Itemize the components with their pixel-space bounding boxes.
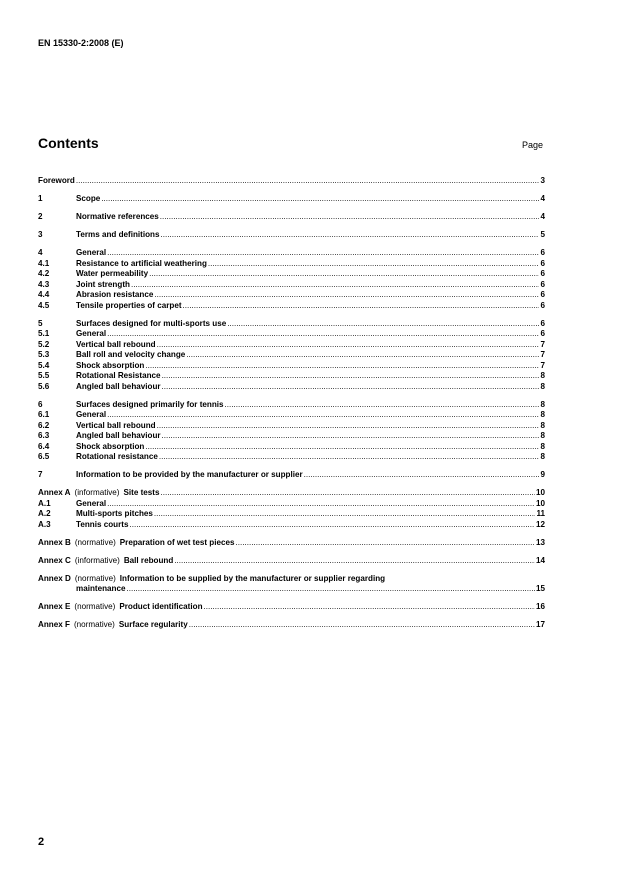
toc-page: 12 bbox=[535, 519, 545, 529]
toc-number: Annex C bbox=[38, 555, 71, 565]
toc-number: 4.3 bbox=[38, 279, 50, 289]
toc-title: Preparation of wet test pieces bbox=[119, 537, 235, 547]
toc-entry[interactable] bbox=[38, 488, 545, 499]
toc-page: 6 bbox=[540, 248, 545, 257]
toc-entry[interactable] bbox=[38, 361, 545, 372]
toc-page: 6 bbox=[540, 300, 545, 310]
toc-number: 3 bbox=[38, 230, 43, 239]
toc-page: 14 bbox=[535, 555, 545, 565]
toc-annex-type: (informative) bbox=[74, 488, 120, 497]
toc-annex-type: (normative) bbox=[74, 537, 116, 547]
toc-leader bbox=[107, 410, 539, 421]
toc-leader bbox=[107, 329, 539, 340]
toc-title: Rotational resistance bbox=[76, 452, 158, 461]
toc-page: 6 bbox=[540, 329, 545, 338]
toc-title: General bbox=[76, 248, 107, 257]
toc-page: 6 bbox=[540, 290, 545, 299]
toc-entry[interactable] bbox=[38, 248, 545, 259]
toc-title: Vertical ball rebound bbox=[76, 339, 156, 349]
toc-leader bbox=[159, 452, 540, 463]
toc-entry[interactable] bbox=[38, 520, 545, 531]
toc-page: 8 bbox=[540, 381, 545, 391]
toc-leader bbox=[186, 350, 539, 361]
toc-title: Normative references bbox=[76, 212, 159, 221]
toc-entry[interactable] bbox=[38, 509, 545, 520]
toc-page: 8 bbox=[540, 410, 545, 419]
toc-entry[interactable] bbox=[38, 212, 545, 223]
toc-page: 11 bbox=[536, 509, 545, 518]
page-column-label: Page bbox=[522, 140, 544, 150]
toc-title: Terms and definitions bbox=[76, 230, 160, 239]
toc-title: Shock absorption bbox=[76, 441, 145, 451]
toc-leader bbox=[129, 520, 535, 531]
toc-leader bbox=[154, 290, 539, 301]
toc-title: Shock absorption bbox=[76, 360, 145, 370]
toc-title: Foreword bbox=[38, 176, 75, 185]
toc-entry[interactable] bbox=[38, 194, 545, 205]
toc-number: 6.4 bbox=[38, 441, 50, 451]
toc-entry[interactable] bbox=[38, 499, 545, 510]
toc-page: 5 bbox=[540, 230, 545, 239]
toc-title: Scope bbox=[76, 194, 101, 203]
toc-entry[interactable] bbox=[38, 329, 545, 340]
toc-entry[interactable] bbox=[38, 470, 545, 481]
toc-entry[interactable] bbox=[38, 176, 545, 187]
toc-title: Product identification bbox=[119, 602, 203, 611]
toc-entry[interactable] bbox=[38, 230, 545, 241]
toc-number: 5.1 bbox=[38, 329, 50, 338]
toc-number: 6.3 bbox=[38, 431, 50, 440]
toc-leader bbox=[183, 301, 540, 312]
toc-number: 4.2 bbox=[38, 269, 50, 278]
toc-leader bbox=[76, 176, 540, 187]
page-title: Contents bbox=[38, 135, 99, 151]
toc-page: 13 bbox=[535, 537, 545, 547]
toc-page: 3 bbox=[540, 176, 545, 185]
toc-number: 6.2 bbox=[38, 420, 50, 430]
toc-number: 5 bbox=[38, 318, 43, 328]
toc-entry[interactable] bbox=[38, 620, 545, 631]
toc-number: Annex E bbox=[38, 602, 71, 611]
toc-page: 16 bbox=[535, 602, 545, 611]
table-of-contents bbox=[38, 176, 545, 631]
toc-entry[interactable] bbox=[38, 269, 545, 280]
toc-page: 6 bbox=[540, 279, 545, 289]
toc-page: 7 bbox=[540, 350, 545, 359]
toc-leader bbox=[131, 280, 540, 291]
toc-entry[interactable] bbox=[38, 410, 545, 421]
toc-number: Annex B bbox=[38, 537, 71, 547]
toc-leader bbox=[107, 248, 539, 259]
toc-number: 4 bbox=[38, 248, 43, 257]
toc-title: General bbox=[76, 410, 107, 419]
toc-title: Abrasion resistance bbox=[76, 290, 154, 299]
toc-page: 8 bbox=[540, 452, 545, 461]
toc-title: Tensile properties of carpet bbox=[76, 300, 182, 310]
toc-number: 4.5 bbox=[38, 300, 50, 310]
toc-number: 4.4 bbox=[38, 290, 50, 299]
toc-number: 2 bbox=[38, 212, 43, 221]
toc-leader bbox=[235, 538, 535, 549]
toc-annex-type: (normative) bbox=[74, 573, 116, 583]
toc-title: Resistance to artificial weathering bbox=[76, 258, 207, 268]
toc-title: Water permeability bbox=[76, 269, 149, 278]
toc-number: Annex D bbox=[38, 573, 71, 583]
toc-leader bbox=[304, 470, 540, 481]
toc-title: Multi-sports pitches bbox=[76, 509, 153, 518]
toc-leader bbox=[154, 509, 536, 520]
toc-leader bbox=[145, 442, 539, 453]
toc-number: A.2 bbox=[38, 509, 51, 518]
toc-number: 5.3 bbox=[38, 350, 50, 359]
toc-leader bbox=[208, 259, 540, 270]
toc-title: General bbox=[76, 329, 107, 338]
toc-entry[interactable] bbox=[38, 431, 545, 442]
toc-leader bbox=[189, 620, 535, 631]
toc-entry[interactable] bbox=[38, 400, 545, 411]
toc-number: 6 bbox=[38, 399, 43, 409]
toc-entry[interactable] bbox=[38, 371, 545, 382]
toc-page: 6 bbox=[540, 258, 545, 268]
toc-title: Site tests bbox=[123, 488, 160, 497]
toc-leader bbox=[174, 556, 535, 567]
toc-page: 7 bbox=[540, 360, 545, 370]
toc-title: Angled ball behaviour bbox=[76, 381, 161, 391]
toc-entry[interactable] bbox=[38, 319, 545, 330]
toc-entry[interactable] bbox=[38, 602, 545, 613]
toc-number: 5.5 bbox=[38, 371, 50, 380]
toc-title: Rotational Resistance bbox=[76, 371, 161, 380]
toc-page: 15 bbox=[535, 584, 545, 593]
toc-title: Ball roll and velocity change bbox=[76, 350, 186, 359]
toc-leader bbox=[157, 421, 540, 432]
toc-page: 7 bbox=[540, 339, 545, 349]
toc-title: Joint strength bbox=[76, 279, 130, 289]
toc-number: A.1 bbox=[38, 498, 51, 508]
toc-title-continued: maintenance bbox=[76, 584, 126, 593]
toc-leader bbox=[145, 361, 539, 372]
toc-leader bbox=[204, 602, 535, 613]
toc-number: 5.6 bbox=[38, 381, 50, 391]
toc-entry[interactable] bbox=[38, 556, 545, 567]
toc-page: 4 bbox=[540, 194, 545, 203]
page-number: 2 bbox=[38, 836, 45, 848]
toc-entry[interactable] bbox=[38, 350, 545, 361]
toc-entry[interactable] bbox=[38, 340, 545, 351]
toc-title: Surface regularity bbox=[118, 620, 188, 629]
toc-number: 4.1 bbox=[38, 258, 50, 268]
toc-page: 8 bbox=[540, 441, 545, 451]
toc-entry[interactable] bbox=[38, 259, 545, 270]
toc-page: 10 bbox=[535, 488, 545, 497]
toc-number: 5.4 bbox=[38, 360, 50, 370]
toc-entry[interactable] bbox=[38, 382, 545, 393]
toc-annex-type: (informative) bbox=[74, 555, 120, 565]
toc-leader bbox=[157, 340, 540, 351]
toc-leader bbox=[126, 584, 535, 595]
toc-number: 6.1 bbox=[38, 410, 50, 419]
toc-leader bbox=[107, 499, 535, 510]
toc-leader bbox=[161, 488, 535, 499]
toc-leader bbox=[162, 382, 540, 393]
toc-entry[interactable] bbox=[38, 421, 545, 432]
toc-page: 4 bbox=[540, 212, 545, 221]
toc-leader bbox=[162, 371, 540, 382]
toc-entry[interactable] bbox=[38, 574, 545, 595]
toc-entry[interactable] bbox=[38, 442, 545, 453]
toc-entry[interactable] bbox=[38, 301, 545, 312]
toc-title: General bbox=[76, 498, 107, 508]
toc-title: Information to be supplied by the manufacturer or supplier regarding bbox=[119, 573, 386, 583]
toc-page: 8 bbox=[540, 399, 545, 409]
toc-number: 5.2 bbox=[38, 339, 50, 349]
toc-page: 8 bbox=[540, 420, 545, 430]
toc-number: 1 bbox=[38, 194, 43, 203]
toc-number: Annex A bbox=[38, 488, 71, 497]
toc-leader bbox=[161, 230, 540, 241]
toc-page: 6 bbox=[540, 318, 545, 328]
toc-page: 8 bbox=[540, 431, 545, 440]
toc-title: Vertical ball rebound bbox=[76, 420, 156, 430]
toc-title: Tennis courts bbox=[76, 519, 129, 529]
toc-page: 9 bbox=[540, 470, 545, 479]
toc-leader bbox=[149, 269, 539, 280]
toc-title: Ball rebound bbox=[123, 555, 174, 565]
toc-annex-type: (normative) bbox=[73, 620, 115, 629]
toc-entry[interactable] bbox=[38, 290, 545, 301]
toc-entry[interactable] bbox=[38, 280, 545, 291]
toc-number: 6.5 bbox=[38, 452, 50, 461]
document-id: EN 15330-2:2008 (E) bbox=[38, 38, 124, 48]
toc-title: Angled ball behaviour bbox=[76, 431, 161, 440]
toc-leader bbox=[225, 400, 540, 411]
toc-page: 10 bbox=[535, 498, 545, 508]
toc-entry[interactable] bbox=[38, 452, 545, 463]
toc-entry[interactable] bbox=[38, 538, 545, 549]
toc-page: 17 bbox=[535, 620, 545, 629]
toc-leader bbox=[162, 431, 540, 442]
toc-page: 8 bbox=[540, 371, 545, 380]
toc-number: A.3 bbox=[38, 519, 51, 529]
toc-title: Information to be provided by the manufacturer or supplier bbox=[76, 470, 303, 479]
toc-title: Surfaces designed for multi-sports use bbox=[76, 318, 227, 328]
toc-leader bbox=[101, 194, 539, 205]
toc-annex-type: (normative) bbox=[74, 602, 116, 611]
toc-page: 6 bbox=[540, 269, 545, 278]
toc-leader bbox=[160, 212, 540, 223]
toc-number: 7 bbox=[38, 470, 43, 479]
toc-title: Surfaces designed primarily for tennis bbox=[76, 399, 224, 409]
toc-leader bbox=[227, 319, 539, 330]
toc-number: Annex F bbox=[38, 620, 70, 629]
